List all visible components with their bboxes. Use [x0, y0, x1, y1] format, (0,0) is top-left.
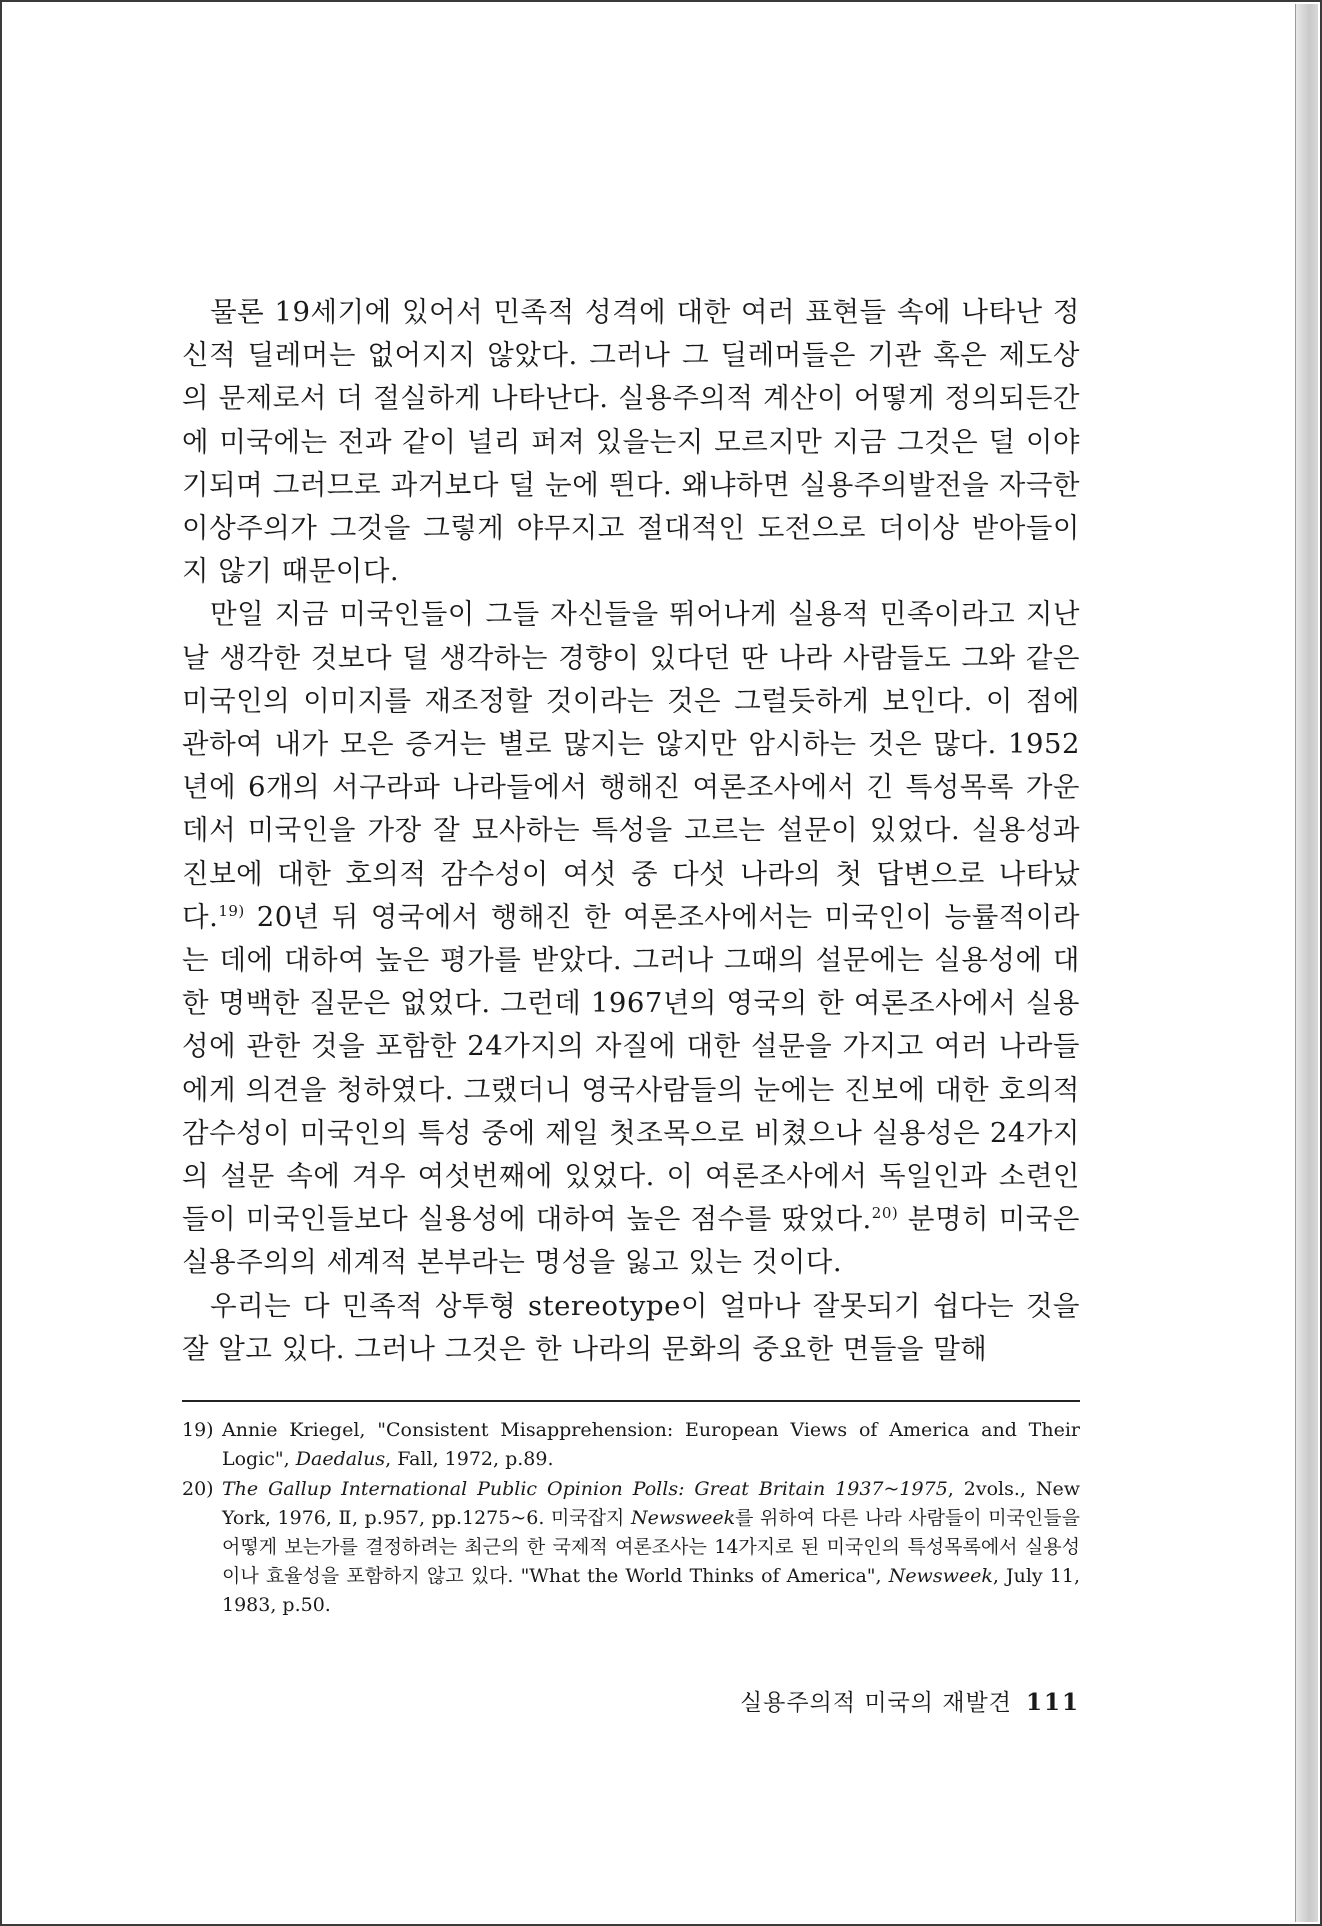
page-number: 111 — [1025, 1689, 1080, 1716]
footnote-text: Annie Kriegel, "Consistent Misapprehension: European Views of America and Their Logic", — [222, 1419, 1080, 1470]
footnote-19 — [182, 1416, 1080, 1474]
footnote-text: , 2vols., New York, 1976, Ⅱ, p.957, pp.1275~6. 미국잡지 — [222, 1478, 1081, 1529]
book-page — [4, 4, 1298, 1922]
footnote-20 — [182, 1475, 1080, 1620]
running-footer — [624, 1684, 1080, 1717]
footnote-journal-title: Daedalus — [295, 1448, 386, 1470]
footnote-number: 20) — [182, 1478, 214, 1500]
footnote-magazine-title: Newsweek — [888, 1565, 993, 1587]
paragraph-2-part-a: 만일 지금 미국인들이 그들 자신들을 뛰어나게 실용적 민족이라고 지난날 생각한 것보다 덜 생각하는 경향이 있다던 딴 나라 사람들도 그와 같은 미국인의 이미지를 재조정할 것이라는 것은 그럴듯하게 보인다. 이 점에 관하여 내가 모은 증거는 별로 많지는 않지만 암시하는 것은 많다. 1952년에 6개의 서구라파 나라들에서 행해진 여론조사에서 긴 특성목록 가운데서 미국인을 가장 잘 묘사하는 특성을 고르는 설문이 있었다. 실용성과 진보에 대한 호의적 감수성이 여섯 중 다섯 나라의 첫 답변으로 나타났다. — [182, 598, 1081, 933]
footnote-text: 를 위하여 다른 나라 사람들이 미국인들을 어떻게 보는가를 결정하려는 최근의 한 국제적 여론조사는 14가지로 된 미국인의 특성목록에서 실용성이나 효율성을 포함하지 않고 있다. "What the World Thinks of America", — [222, 1507, 1080, 1587]
paragraph-2-part-c: 분명히 미국은 실용주의의 세계적 본부라는 명성을 잃고 있는 것이다. — [182, 1203, 1080, 1279]
paragraph-3: 우리는 다 민족적 상투형 stereotype이 얼마나 잘못되기 쉽다는 것을 잘 알고 있다. 그러나 그것은 한 나라의 문화의 중요한 면들을 말해 — [182, 1289, 1080, 1365]
paragraph-1: 물론 19세기에 있어서 민족적 성격에 대한 여러 표현들 속에 나타난 정신적 딜레머는 없어지지 않았다. 그러나 그 딜레머들은 기관 혹은 제도상의 문제로서 더 절실하게 나타난다. 실용주의적 계산이 어떻게 정의되든간에 미국에는 전과 같이 널리 퍼져 있을는지 모르지만 지금 그것은 덜 이야기되며 그러므로 과거보다 덜 눈에 띈다. 왜냐하면 실용주의발전을 자극한 이상주의가 그것을 그렇게 야무지고 절대적인 도전으로 더이상 받아들이지 않기 때문이다. — [182, 296, 1080, 588]
footnotes — [182, 1416, 1080, 1621]
paragraph-2 — [182, 593, 1080, 1284]
page-edge-shadow — [1295, 4, 1318, 1922]
footnote-number: 19) — [182, 1419, 214, 1441]
paragraph-2-part-b: 20년 뒤 영국에서 행해진 한 여론조사에서는 미국인이 능률적이라는 데에 대하여 높은 평가를 받았다. 그러나 그때의 설문에는 실용성에 대한 명백한 질문은 없었다. 그런데 1967년의 영국의 한 여론조사에서 실용성에 관한 것을 포함한 24가지의 자질에 대한 설문을 가지고 여러 나라들에게 의견을 청하였다. 그랬더니 영국사람들의 눈에는 진보에 대한 호의적 감수성이 미국인의 특성 중에 제일 첫조목으로 비쳤으나 실용성은 24가지의 설문 속에 겨우 여섯번째에 있었다. 이 여론조사에서 독일인과 소련인들이 미국인들보다 실용성에 대하여 높은 점수를 땄었다. — [182, 900, 1080, 1236]
footnote-divider — [182, 1400, 1080, 1402]
footnote-ref-19: 19) — [218, 901, 245, 920]
footnote-text: , July 11, 1983, p.50. — [222, 1565, 1080, 1616]
footnote-magazine-title: Newsweek — [630, 1507, 736, 1529]
footnote-text: , Fall, 1972, p.89. — [385, 1448, 554, 1470]
body-text — [182, 291, 1080, 1371]
footnote-ref-20: 20) — [871, 1204, 899, 1223]
running-title: 실용주의적 미국의 재발견 — [739, 1690, 1012, 1716]
footnote-book-title: The Gallup International Public Opinion Polls: Great Britain 1937~1975 — [222, 1478, 948, 1500]
